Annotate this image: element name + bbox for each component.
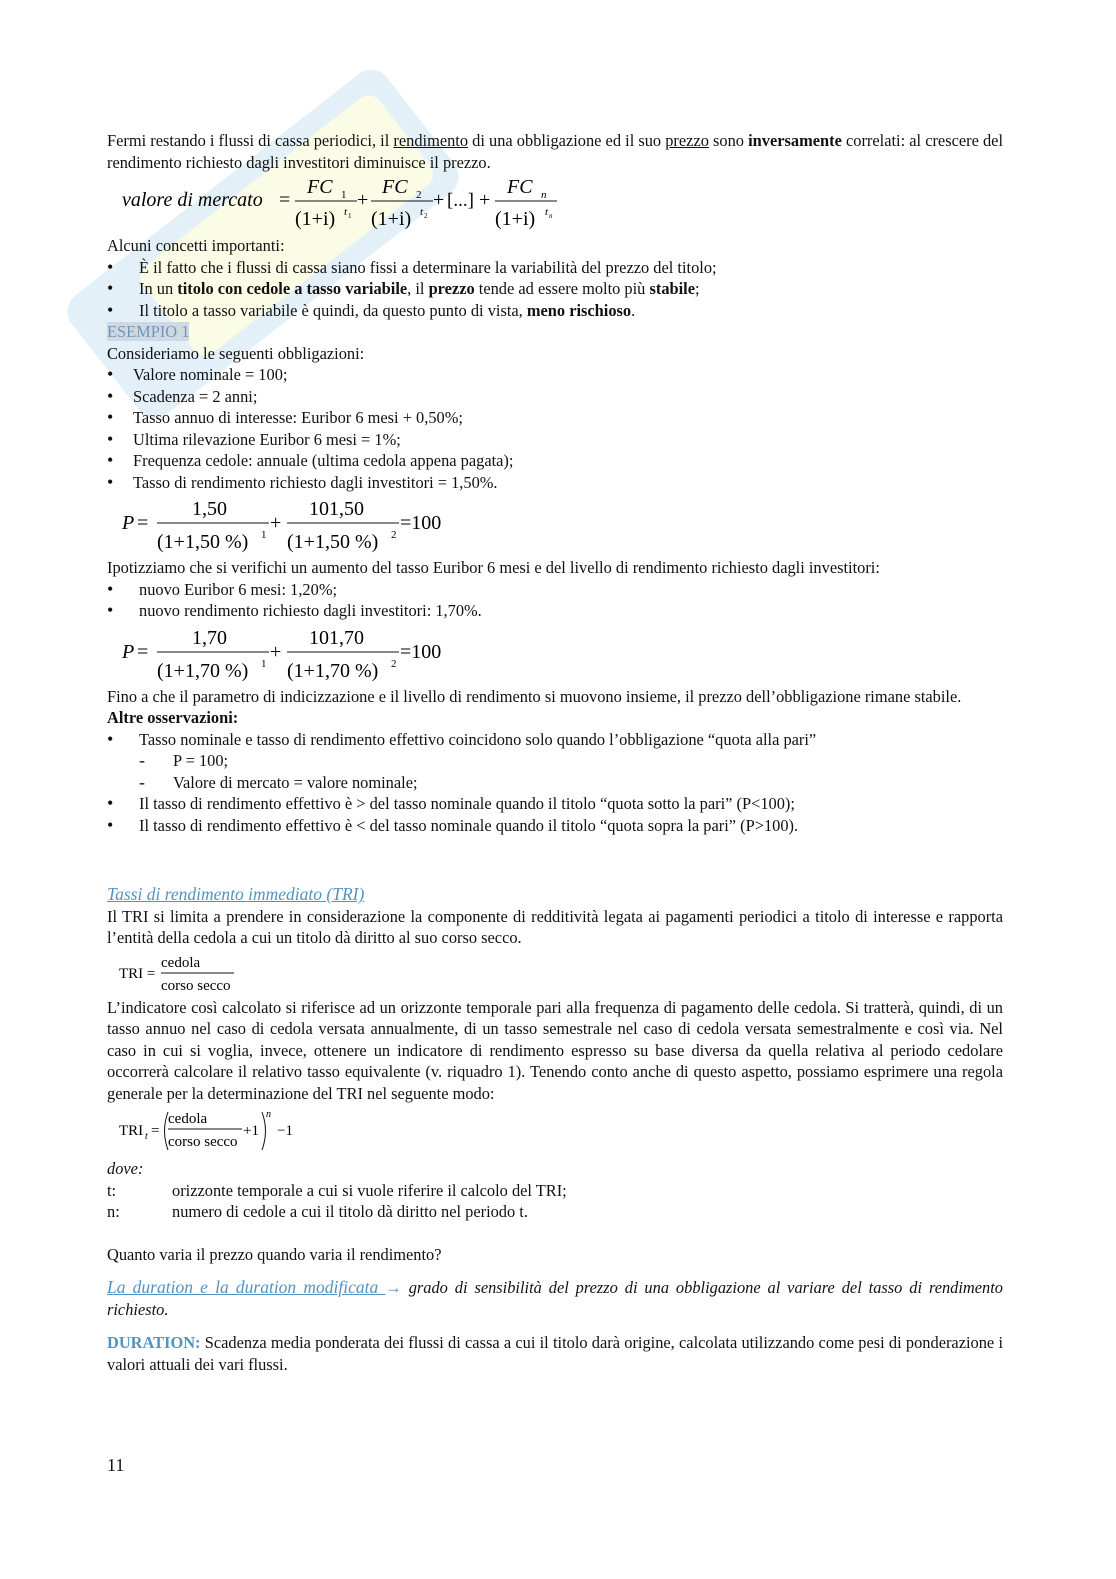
svg-text:n: n: [266, 1109, 271, 1120]
svg-text:cedola: cedola: [168, 1111, 208, 1127]
formula-lhs: valore di mercato: [122, 189, 263, 211]
svg-text:(1+1,50 %): (1+1,50 %): [287, 531, 379, 553]
svg-text:(1+i): (1+i): [495, 208, 536, 230]
price-formula-1: [107, 495, 1003, 555]
svg-text:101,70: 101,70: [309, 626, 364, 649]
observations-list: [107, 729, 1003, 837]
svg-text:P: P: [122, 512, 135, 534]
svg-text:1: 1: [261, 529, 267, 541]
svg-text:=100: =100: [400, 640, 442, 663]
sub-list-item: - Valore di mercato = valore nominale;: [139, 772, 1003, 794]
svg-text:(1+1,70 %): (1+1,70 %): [287, 659, 379, 682]
intro-paragraph: Fermi restando i flussi di cassa periodici, il rendimento di una obbligazione ed il suo prezzo sono inversamente correlati: al crescere del rendimento richiesto dagli investitori diminuisce il prezzo.: [107, 131, 1003, 172]
svg-text:corso secco: corso secco: [168, 1134, 238, 1150]
svg-text:1,70: 1,70: [192, 626, 227, 649]
tri-paragraph-1: Il TRI si limita a prendere in considerazione la componente di redditività legata ai pagamenti periodici a titolo di interesse e rapporta l’entità della cedola a cui un titolo dà diritto al suo corso secco.: [107, 906, 1003, 947]
svg-text:FC: FC: [307, 176, 333, 198]
definition-row: t: orizzonte temporale a cui si vuole riferire il calcolo del TRI;: [107, 1180, 567, 1200]
svg-text:+: +: [270, 512, 282, 534]
svg-text:+: +: [479, 189, 491, 211]
list-item: • Il tasso di rendimento effettivo è < del tasso nominale quando il titolo “quota sopra la pari” (P>100).: [107, 815, 1003, 837]
svg-text:(1+1,50 %): (1+1,50 %): [157, 531, 249, 553]
svg-text:n: n: [541, 189, 547, 201]
svg-text:n: n: [549, 212, 553, 220]
svg-text:101,50: 101,50: [309, 498, 364, 520]
concepts-list: [107, 257, 1003, 322]
list-item: • nuovo Euribor 6 mesi: 1,20%;: [107, 579, 1003, 601]
observations-title: Altre osservazioni:: [107, 708, 239, 727]
svg-text:[...]: [...]: [447, 190, 474, 211]
svg-text:1: 1: [261, 657, 267, 670]
list-item: • Il tasso di rendimento effettivo è > del tasso nominale quando il titolo “quota sotto la pari” (P<100);: [107, 793, 1003, 815]
svg-text:FC: FC: [382, 176, 408, 198]
svg-text:cedola: cedola: [161, 954, 201, 971]
svg-text:2: 2: [391, 657, 397, 670]
tri-paragraph-2: L’indicatore così calcolato si riferisce ad un orizzonte temporale pari alla frequenza di pagamento delle cedola. Si tratterà, quindi, di un tasso annuo nel caso di cedola versata annualmente, di un tasso semestrale nel caso di cedola versata semestralmente e così via. Nel caso in cui si voglia, invece, ottenere un indicatore di rendimento espresso su base diversa da quella relativa al periodo cedolare occorrerà calcolare il relativo tasso equivalente (v. riquadro 1). Tenendo conto anche di questo aspetto, possiamo esprimere una regola generale per la determinazione del TRI nel seguente modo:: [107, 997, 1003, 1103]
svg-text:P: P: [122, 640, 135, 663]
tri-heading: Tassi di rendimento immediato (TRI): [107, 884, 365, 904]
sub-list-item: - P = 100;: [139, 750, 1003, 772]
example-list: [107, 364, 1003, 493]
svg-text:2: 2: [424, 212, 428, 220]
svg-text:+: +: [433, 189, 445, 211]
list-item: • Tasso di rendimento richiesto dagli investitori = 1,50%.: [107, 472, 1003, 494]
svg-text:FC: FC: [507, 176, 533, 198]
svg-text:t: t: [420, 206, 424, 218]
list-item: • Ultima rilevazione Euribor 6 mesi = 1%;: [107, 429, 1003, 451]
tri-formula-general: [107, 1106, 1003, 1156]
sub-list: [139, 750, 1003, 793]
concepts-title: Alcuni concetti importanti:: [107, 236, 285, 255]
svg-text:+1: +1: [243, 1123, 259, 1139]
svg-text:corso secco: corso secco: [161, 977, 231, 994]
list-item: • Tasso nominale e tasso di rendimento effettivo coincidono solo quando l’obbligazione “quota alla pari” - P = 100; - Valore di mercato = valore nominale;: [107, 729, 1003, 794]
svg-text:+: +: [270, 640, 282, 663]
list-item: • Valore nominale = 100;: [107, 364, 1003, 386]
example-intro: Consideriamo le seguenti obbligazioni:: [107, 343, 365, 363]
duration-heading: La duration e la duration modificata → grado di sensibilità del prezzo di una obbligazione al variare del tasso di rendimento richiesto.: [107, 1277, 1003, 1319]
duration-definition: DURATION: Scadenza media ponderata dei flussi di cassa a cui il titolo darà origine, calcolata utilizzando come pesi di ponderazione i valori attuali dei vari flussi.: [107, 1333, 1003, 1374]
price-formula-2: [107, 624, 1003, 684]
example-label: ESEMPIO 1: [107, 322, 190, 341]
svg-text:t: t: [344, 206, 348, 218]
svg-text:TRI: TRI: [119, 1123, 144, 1139]
svg-text:=: =: [137, 512, 149, 534]
list-item: • Scadenza = 2 anni;: [107, 386, 1003, 408]
list-item: • nuovo rendimento richiesto dagli investitori: 1,70%.: [107, 600, 1003, 622]
tri-formula-simple: [107, 951, 1003, 995]
svg-text:=: =: [151, 1123, 160, 1139]
svg-text:1: 1: [348, 212, 352, 220]
list-item: • È il fatto che i flussi di cassa siano fissi a determinare la variabilità del prezzo del titolo;: [107, 257, 1003, 279]
list-item: • Il titolo a tasso variabile è quindi, da questo punto di vista, meno rischioso.: [107, 300, 1003, 322]
list-item: • Frequenza cedole: annuale (ultima cedola appena pagata);: [107, 450, 1003, 472]
svg-text:2: 2: [391, 529, 397, 541]
svg-text:1,50: 1,50: [192, 498, 227, 520]
svg-text:1: 1: [341, 189, 347, 201]
question: Quanto varia il prezzo quando varia il rendimento?: [107, 1244, 442, 1264]
hypothesis-list: [107, 579, 1003, 622]
svg-text:−1: −1: [277, 1123, 293, 1139]
svg-text:TRI =: TRI =: [119, 965, 156, 982]
definition-row: n: numero di cedole a cui il titolo dà diritto nel periodo t.: [107, 1202, 528, 1221]
market-value-formula: [107, 175, 1003, 233]
arrow-right-icon: →: [385, 1278, 402, 1297]
svg-text:t: t: [545, 206, 549, 218]
svg-text:(1+i): (1+i): [295, 208, 336, 230]
stable-paragraph: Fino a che il parametro di indicizzazione e il livello di rendimento si muovono insieme, il prezzo dell’obbligazione rimane stabile.: [107, 686, 962, 706]
page-number: 11: [107, 1455, 125, 1475]
hypothesis-intro: Ipotizziamo che si verifichi un aumento del tasso Euribor 6 mesi e del livello di rendimento richiesto dagli investitori:: [107, 558, 880, 577]
list-item: • In un titolo con cedole a tasso variabile, il prezzo tende ad essere molto più stabile;: [107, 278, 1003, 300]
svg-text:t: t: [145, 1131, 148, 1142]
svg-text:+: +: [357, 189, 369, 211]
dove-label: dove:: [107, 1159, 144, 1178]
svg-text:(1+i): (1+i): [371, 208, 412, 230]
svg-text:=: =: [279, 189, 291, 211]
svg-text:=: =: [137, 640, 149, 663]
svg-text:2: 2: [416, 189, 422, 201]
list-item: • Tasso annuo di interesse: Euribor 6 mesi + 0,50%;: [107, 407, 1003, 429]
svg-text:=100: =100: [400, 512, 442, 534]
svg-text:(1+1,70 %): (1+1,70 %): [157, 659, 249, 682]
